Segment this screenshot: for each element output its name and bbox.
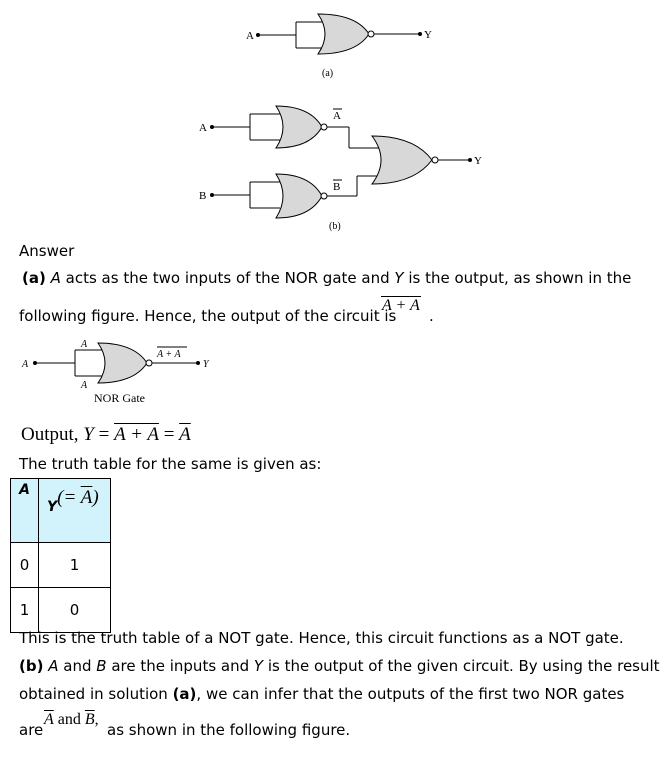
figure-a — [0, 0, 667, 90]
obtained-line — [19, 684, 624, 704]
header-y-wrap — [39, 479, 110, 517]
part-b-mid: are the inputs and — [106, 657, 254, 675]
part-a-post: is the output, as shown in the — [403, 269, 632, 287]
part-b-var-b: B — [96, 657, 107, 675]
following-figure-line — [19, 306, 396, 326]
nor-output-y: Y — [203, 359, 209, 370]
truth-row-1-y: 0 — [39, 588, 111, 633]
header-a: A — [19, 482, 30, 498]
comma: , — [94, 711, 99, 728]
part-b-var-a: A — [48, 657, 59, 675]
nor-output-label: A + A — [157, 349, 181, 360]
part-b-and: and — [58, 657, 97, 675]
fig-b-input-b: B — [199, 190, 207, 202]
obtained-pre: obtained in solution — [19, 685, 173, 703]
abar-and-bbar — [44, 711, 99, 729]
truth-intro: The truth table for the same is given as: — [19, 455, 322, 473]
fig-b-caption: (b) — [329, 221, 341, 232]
nor-gate-small — [98, 343, 147, 383]
equals-1: = — [93, 424, 115, 445]
input-b-dot-b — [210, 193, 214, 197]
part-a-label: (a) — [22, 269, 46, 287]
output-y-dot-b — [468, 158, 472, 162]
nor-gate-b2-bubble — [321, 193, 327, 199]
header-y-close: ) — [92, 487, 99, 508]
nor-gate-a-bubble — [368, 31, 374, 37]
input-a-dot-b — [210, 125, 214, 129]
header-y-expr — [57, 487, 99, 508]
fig-b-output-y: Y — [474, 155, 482, 167]
equals-2: = — [158, 424, 180, 445]
nor-gate-figure — [0, 330, 260, 415]
answer-heading: Answer — [19, 242, 75, 260]
nor-gate-b3 — [372, 136, 432, 184]
not-gate-line: This is the truth table of a NOT gate. Hence, this circuit functions as a NOT gate. — [19, 629, 624, 647]
expr-a-plus-a: A + A — [382, 297, 420, 314]
fig-a-output-y: Y — [424, 29, 432, 41]
nor-gate-b1-bubble — [321, 124, 327, 130]
nor-gate-b3-bubble — [432, 157, 438, 163]
and-word: and — [53, 711, 85, 728]
obtained-post: , we can infer that the outputs of the first two NOR gates — [196, 685, 625, 703]
output-prefix: Output, — [21, 424, 84, 445]
following-figure-text: following figure. Hence, the output of the circuit is — [19, 307, 397, 325]
truth-row-1 — [11, 588, 111, 633]
bbar-inline: $\overline{B}$ — [84, 711, 95, 728]
part-a-sentence — [22, 268, 631, 288]
nor-input-left: A — [22, 359, 29, 370]
fig-a-caption: (a) — [322, 68, 334, 79]
header-y-open: (= — [57, 487, 81, 508]
are-word: are — [19, 721, 44, 739]
part-b-var-y: Y — [253, 657, 264, 675]
truth-row-0-a: 0 — [11, 543, 39, 588]
input-a-dot — [256, 33, 260, 37]
var-a: A — [50, 269, 61, 287]
part-a-mid: acts as the two inputs of the NOR gate and — [60, 269, 395, 287]
truth-row-1-a: 1 — [11, 588, 39, 633]
header-a-cell — [11, 479, 39, 543]
period: . — [429, 307, 434, 325]
obtained-bold: (a) — [172, 685, 197, 703]
fig-b-abar: A — [333, 110, 341, 122]
output-expr: A + A — [114, 424, 159, 445]
var-y: Y — [394, 269, 404, 287]
nor-gate-b1 — [276, 106, 322, 148]
nor-input-bottom: A — [81, 380, 88, 391]
output-abar: $\overline{A}$ — [179, 424, 191, 445]
truth-table — [10, 478, 111, 633]
header-y-cell — [39, 479, 111, 543]
as-shown: as shown in the following figure. — [107, 721, 351, 739]
truth-row-0 — [11, 543, 111, 588]
fig-b-input-a: A — [199, 122, 207, 134]
nor-input-top: A — [81, 339, 88, 350]
truth-row-0-y: 1 — [39, 543, 111, 588]
figure-b — [0, 92, 667, 237]
output-y-dot — [418, 32, 422, 36]
truth-header-row — [11, 479, 111, 543]
part-b-post: is the output of the given circuit. By using the result — [263, 657, 660, 675]
output-y: Y — [83, 424, 94, 445]
nor-gate-a — [318, 14, 369, 54]
nor-caption: NOR Gate — [94, 391, 145, 405]
header-y-abar: $\overline{A}$ — [80, 487, 93, 508]
nor-input-dot — [33, 361, 37, 365]
nor-gate-small-bubble — [146, 360, 152, 366]
part-b-sentence — [19, 656, 660, 676]
output-equation — [21, 424, 191, 446]
abar-inline: $\overline{A}$ — [44, 711, 54, 728]
fig-a-input-a: A — [246, 30, 254, 42]
fig-b-bbar: B — [333, 181, 341, 193]
nor-gate-b2 — [276, 174, 322, 218]
part-b-label: (b) — [19, 657, 44, 675]
header-y: Y — [47, 499, 58, 515]
nor-output-dot — [196, 361, 200, 365]
